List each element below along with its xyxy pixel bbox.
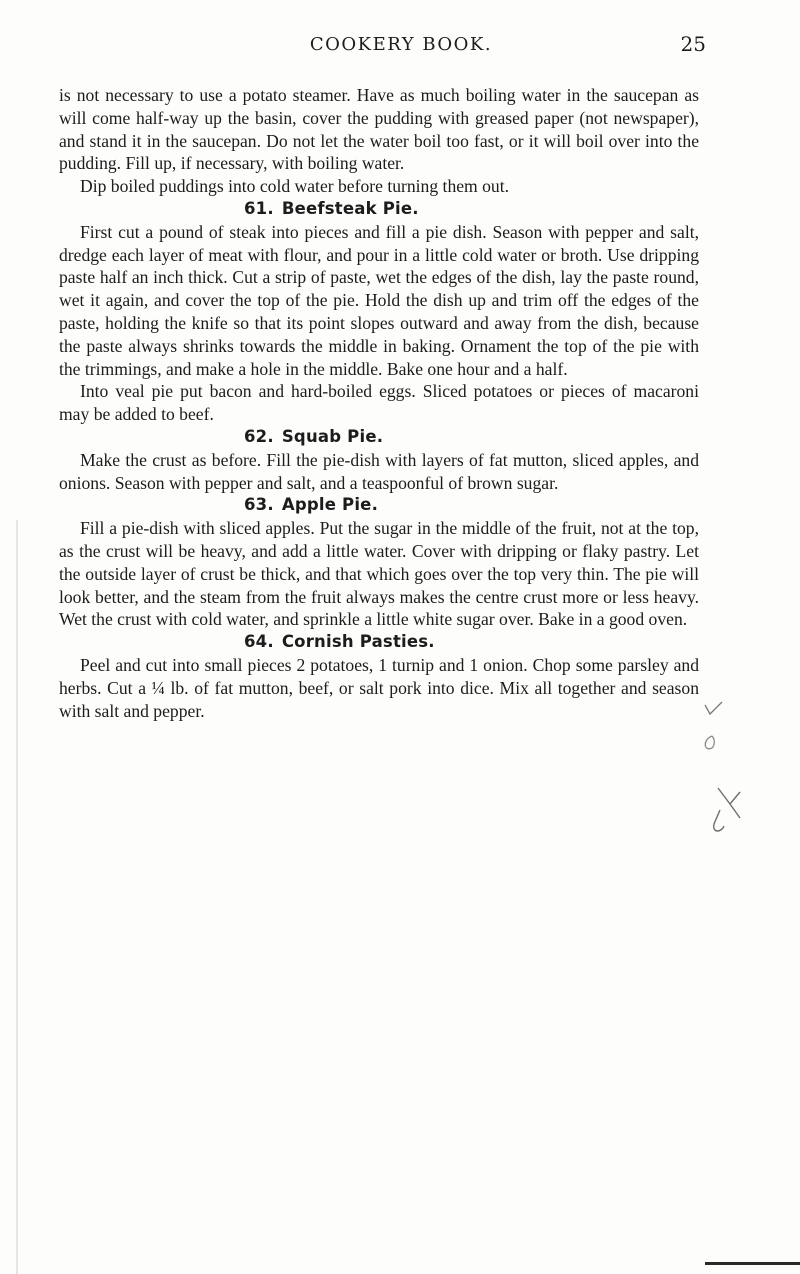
recipe-title: Beefsteak Pie. (281, 198, 419, 218)
paragraph: Peel and cut into small pieces 2 potatoes, 1 turnip and 1 onion. Chop some parsley and herbs. Cut a ¼ lb. of fat mutton, beef, or salt pork into dice. Mix all together and season with salt and pepper. (59, 654, 699, 721)
page-bottom-rule (705, 1262, 800, 1265)
recipe-title: Apple Pie. (281, 495, 379, 515)
paragraph: Fill a pie-dish with sliced apples. Put the sugar in the middle of the fruit, not at the top, as the crust will be heavy, and add a little water. Cover with dripping or flaky pastry. Let the outside layer of crust be thick, and that which goes over the top very thin. The pie will look better, and the steam from the fruit always makes the centre crust more or less heavy. Wet the crust with cold water, and sprinkle a little white sugar over. Bake in a good oven. (59, 518, 699, 630)
page-body (59, 84, 699, 722)
recipe-64 (59, 631, 699, 722)
recipe-heading (59, 494, 699, 517)
recipe-62 (59, 426, 699, 494)
recipe-number: 61. (244, 198, 274, 218)
paragraph: Into veal pie put bacon and hard-boiled eggs. Sliced potatoes or pieces of macaroni may be added to beef. (59, 381, 699, 425)
recipe-title: Squab Pie. (281, 426, 384, 446)
margin-pencil-marks (700, 700, 800, 860)
paragraph: Dip boiled puddings into cold water before turning them out. (80, 176, 510, 197)
recipe-title: Cornish Pasties. (281, 632, 435, 652)
page-header (96, 34, 706, 58)
paragraph: First cut a pound of steak into pieces and fill a pie dish. Season with pepper and salt, dredge each layer of meat with flour, and pour in a little cold water or broth. Use dripping paste half an inch thick. Cut a strip of paste, wet the edges of the dish, lay the paste round, wet it again, and cover the top of the pie. Hold the dish up and trim off the edges of the paste, holding the knife so that its point slopes outward and away from the dish, because the paste always shrinks towards the middle in baking. Ornament the top of the pie with the trimmings, and make a hole in the middle. Bake one hour and a half. (59, 221, 699, 379)
paragraph: Make the crust as before. Fill the pie-dish with layers of fat mutton, sliced apples, and onions. Season with pepper and salt, and a teaspoonful of brown sugar. (59, 449, 699, 493)
recipe-number: 63. (244, 495, 274, 515)
recipe-heading (59, 426, 699, 449)
pencil-mark-curl (705, 736, 714, 749)
pencil-mark-bracket (714, 788, 740, 831)
paragraph: is not necessary to use a potato steamer. Have as much boiling water in the saucepan as will come half-way up the basin, cover the pudding with greased paper (not newspaper), and stand it in the saucepan. Do not let the water boil too fast, or it will boil over into the pudding. Fill up, if necessary, with boiling water. (59, 85, 699, 174)
recipe-number: 64. (244, 632, 274, 652)
pencil-mark-check (705, 702, 722, 714)
recipe-61 (59, 198, 699, 426)
recipe-number: 62. (244, 426, 274, 446)
page-number: 25 (680, 32, 706, 56)
recipe-heading (59, 631, 699, 654)
page-edge-shadow (16, 520, 18, 1274)
running-title: COOKERY BOOK. (309, 34, 493, 55)
recipe-heading (59, 198, 699, 221)
recipe-63 (59, 494, 699, 631)
